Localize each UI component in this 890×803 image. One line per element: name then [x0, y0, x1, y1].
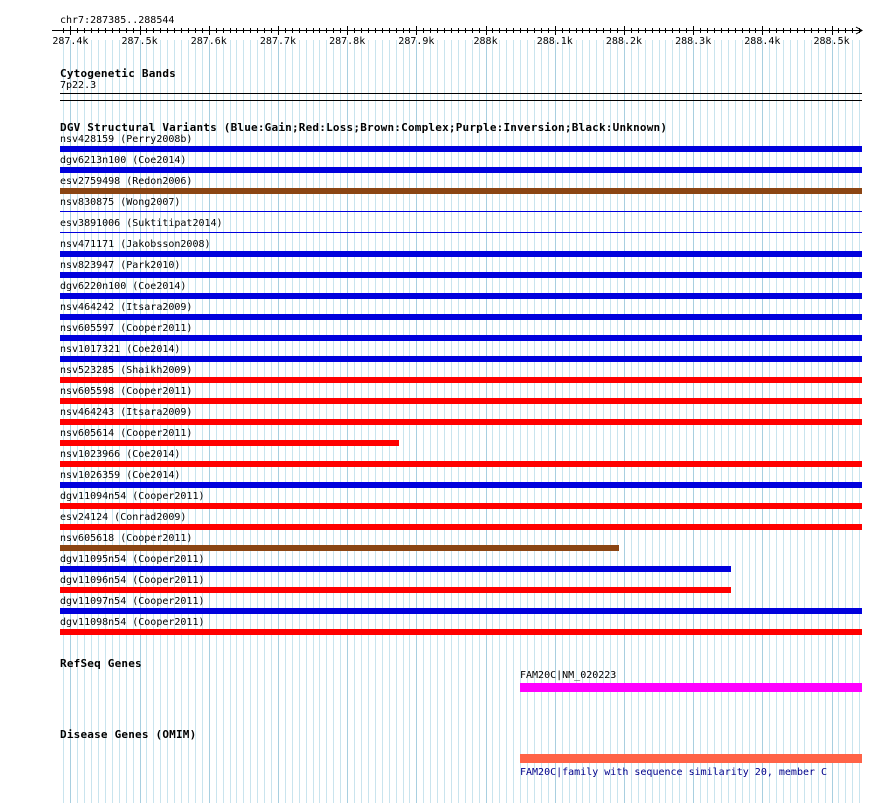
dgv-variant-label[interactable]: nsv1017321 (Coe2014): [60, 344, 181, 355]
dgv-variant-bar[interactable]: [60, 146, 862, 152]
dgv-variant-bar[interactable]: [60, 314, 862, 320]
ruler-tick-label: 287.5k: [121, 36, 158, 46]
dgv-variant-bar[interactable]: [60, 272, 862, 278]
dgv-variant-label[interactable]: nsv605598 (Cooper2011): [60, 386, 193, 397]
dgv-variant-label[interactable]: dgv6213n100 (Coe2014): [60, 155, 187, 166]
ruler-tick-label: 288.1k: [536, 36, 573, 46]
dgv-variant-label[interactable]: dgv11096n54 (Cooper2011): [60, 575, 205, 586]
dgv-variant-label[interactable]: nsv605597 (Cooper2011): [60, 323, 193, 334]
ruler-tick-label: 287.9k: [398, 36, 435, 46]
ruler-tick-label: 287.7k: [259, 36, 297, 46]
dgv-variant-bar[interactable]: [60, 482, 862, 488]
ruler-tick-label: 288.3k: [675, 36, 712, 46]
dgv-variant-label[interactable]: nsv830875 (Wong2007): [60, 197, 181, 208]
ruler-tick-label: 288.4k: [744, 36, 781, 46]
dgv-variant-bar[interactable]: [60, 167, 862, 173]
cytoband-line-bottom: [60, 100, 862, 101]
ruler-tick-label: 287.8k: [329, 36, 366, 46]
dgv-variant-label[interactable]: nsv464242 (Itsara2009): [60, 302, 193, 313]
ruler-tick-label: 288k: [473, 36, 498, 46]
dgv-variant-label[interactable]: dgv11098n54 (Cooper2011): [60, 617, 205, 628]
dgv-variant-label[interactable]: dgv6220n100 (Coe2014): [60, 281, 187, 292]
dgv-variant-bar[interactable]: [60, 335, 862, 341]
dgv-variant-label[interactable]: nsv1023966 (Coe2014): [60, 449, 181, 460]
dgv-variant-bar[interactable]: [60, 461, 862, 467]
dgv-variant-bar[interactable]: [60, 251, 862, 257]
ruler-tick-label: 287.6k: [190, 36, 227, 46]
dgv-variant-bar[interactable]: [60, 503, 862, 509]
dgv-variant-label[interactable]: nsv523285 (Shaikh2009): [60, 365, 193, 376]
dgv-variant-label[interactable]: dgv11095n54 (Cooper2011): [60, 554, 205, 565]
dgv-variant-bar[interactable]: [60, 629, 862, 635]
ruler-tick-label: 288.2k: [605, 36, 643, 46]
dgv-variant-bar[interactable]: [60, 211, 862, 212]
dgv-variant-bar[interactable]: [60, 293, 862, 299]
dgv-variant-label[interactable]: esv24124 (Conrad2009): [60, 512, 187, 523]
dgv-variant-bar[interactable]: [60, 398, 862, 404]
cytoband-track-title: Cytogenetic Bands: [60, 67, 176, 80]
dgv-variant-bar[interactable]: [60, 587, 731, 593]
dgv-variant-label[interactable]: nsv471171 (Jakobsson2008): [60, 239, 211, 250]
omim-track-title: Disease Genes (OMIM): [60, 728, 197, 741]
dgv-variant-label[interactable]: nsv605614 (Cooper2011): [60, 428, 193, 439]
dgv-variant-label[interactable]: nsv823947 (Park2010): [60, 260, 181, 271]
dgv-variant-bar[interactable]: [60, 232, 862, 233]
dgv-variant-label[interactable]: dgv11097n54 (Cooper2011): [60, 596, 205, 607]
dgv-variant-bar[interactable]: [60, 377, 862, 383]
dgv-variant-bar[interactable]: [60, 356, 862, 362]
dgv-variant-label[interactable]: nsv428159 (Perry2008b): [60, 134, 193, 145]
refseq-track-title: RefSeq Genes: [60, 657, 142, 670]
cytoband-line-top: [60, 93, 862, 94]
cytoband-label[interactable]: 7p22.3: [60, 80, 97, 91]
coordinate-ruler: [0, 24, 890, 46]
ruler-tick-label: 288.5k: [813, 36, 850, 46]
dgv-variant-label[interactable]: nsv605618 (Cooper2011): [60, 533, 193, 544]
dgv-variant-label[interactable]: nsv1026359 (Coe2014): [60, 470, 181, 481]
omim-gene-bar[interactable]: [520, 754, 862, 763]
refseq-gene-label[interactable]: FAM20C|NM_020223: [520, 670, 617, 681]
ruler-title: chr7:287385..288544: [60, 15, 175, 26]
dgv-variant-bar[interactable]: [60, 545, 619, 551]
dgv-variant-bar[interactable]: [60, 440, 399, 446]
dgv-track-title: DGV Structural Variants (Blue:Gain;Red:Loss;Brown:Complex;Purple:Inversion;Black:Unknown): [60, 121, 668, 134]
dgv-variant-bar[interactable]: [60, 188, 862, 194]
dgv-variant-bar[interactable]: [60, 566, 731, 572]
ruler-tick-label: 287.4k: [52, 36, 89, 46]
dgv-variant-bar[interactable]: [60, 608, 862, 614]
dgv-variant-label[interactable]: esv3891006 (Suktitipat2014): [60, 218, 223, 229]
dgv-variant-label[interactable]: esv2759498 (Redon2006): [60, 176, 193, 187]
dgv-variant-bar[interactable]: [60, 524, 862, 530]
dgv-variant-label[interactable]: nsv464243 (Itsara2009): [60, 407, 193, 418]
dgv-variant-label[interactable]: dgv11094n54 (Cooper2011): [60, 491, 205, 502]
refseq-gene-bar[interactable]: [520, 683, 862, 692]
dgv-variant-bar[interactable]: [60, 419, 862, 425]
omim-gene-label[interactable]: FAM20C|family with sequence similarity 20, member C: [520, 767, 828, 778]
